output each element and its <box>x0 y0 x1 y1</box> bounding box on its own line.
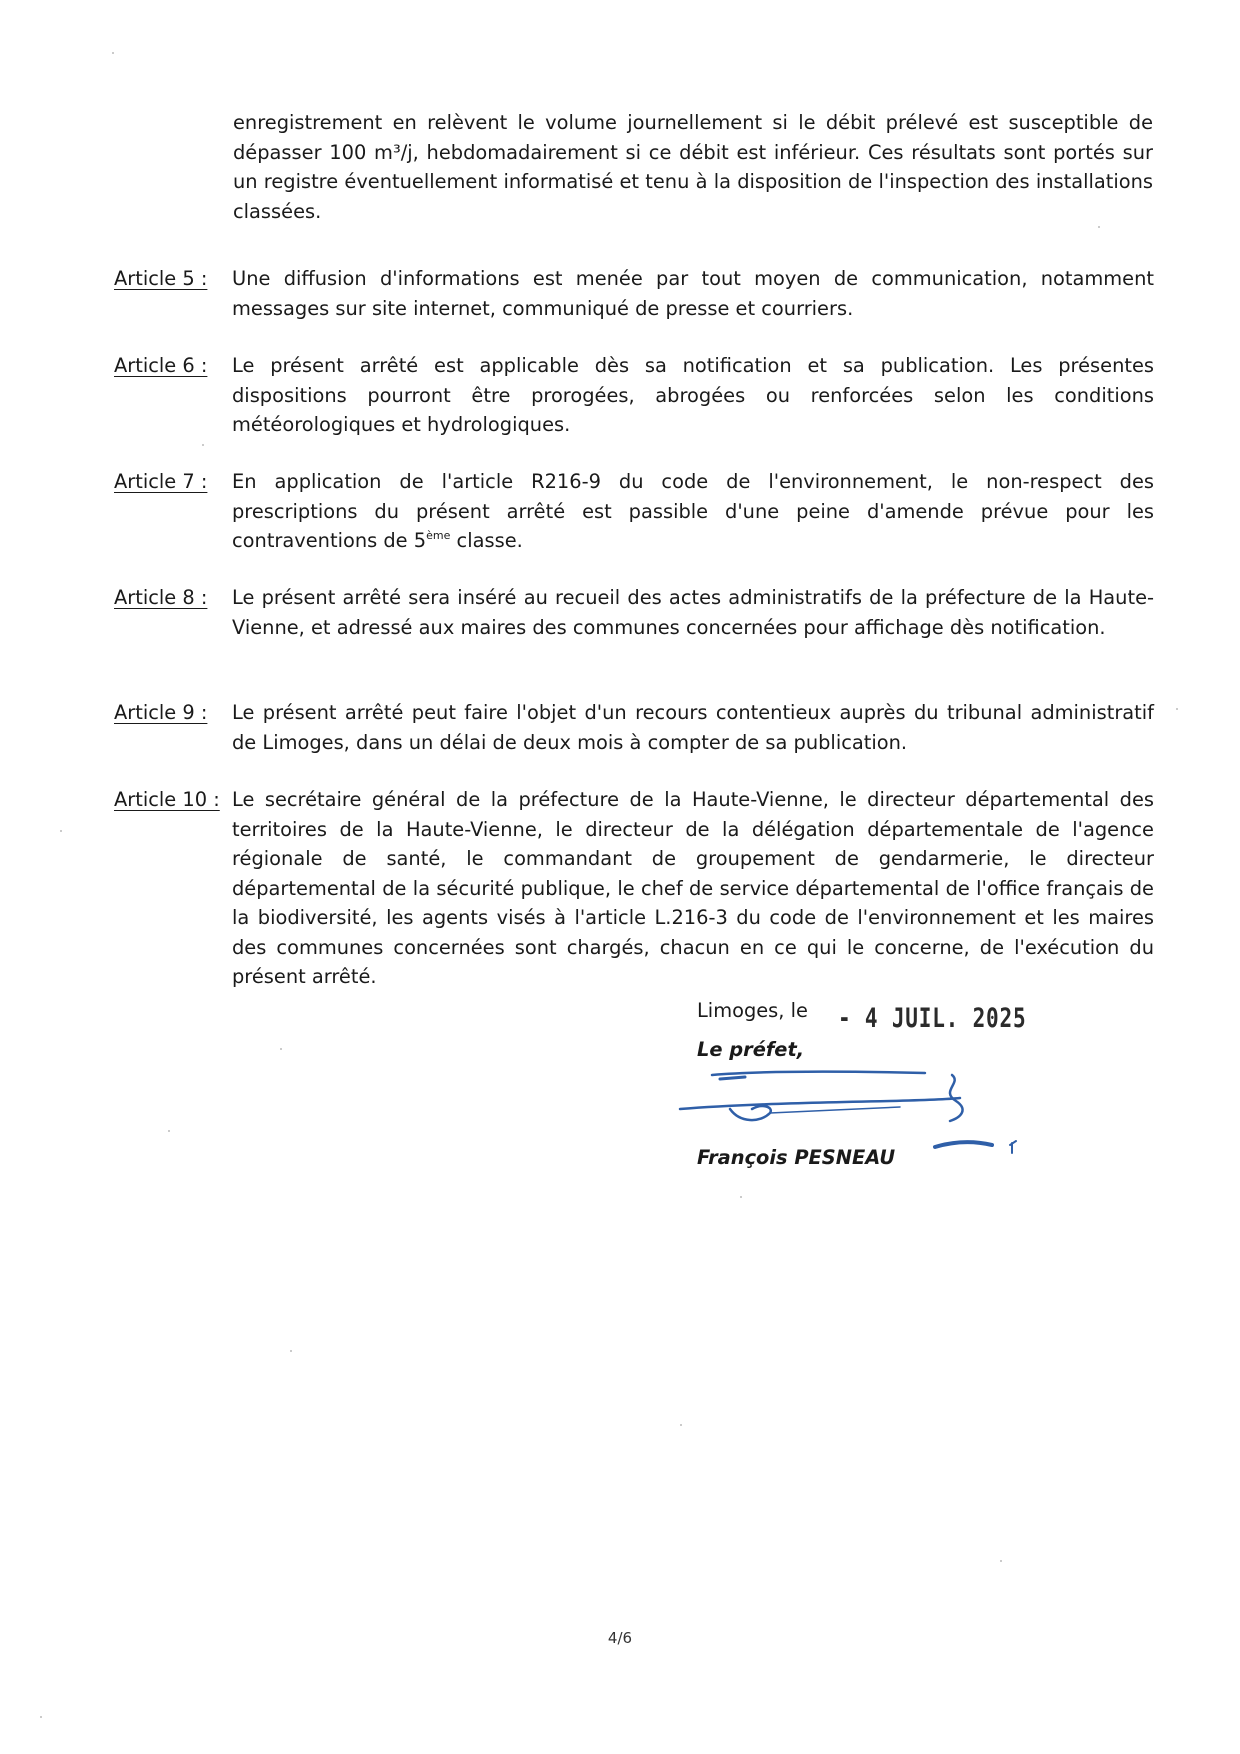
scan-speck <box>740 1196 742 1198</box>
scan-speck <box>1000 1560 1002 1562</box>
intro-paragraph: enregistrement en relèvent le volume journellement si le débit prélevé est susceptible de dépasser 100 m³/j, hebdomadairement si ce débit est inférieur. Ces résultats sont portés sur un registre éventuellement informatisé et tenu à la disposition de l'inspection des installations classées. <box>233 111 1153 223</box>
article-6 <box>114 351 1154 440</box>
scan-speck <box>112 52 114 54</box>
article-text <box>232 467 1154 556</box>
article-10 <box>114 785 1154 992</box>
article-text: Le présent arrêté sera inséré au recueil des actes administratifs de la préfecture de la Haute-Vienne, et adressé aux maires des communes concernées pour affichage dès notification. <box>232 586 1154 639</box>
scan-speck <box>1098 226 1100 228</box>
scan-speck <box>40 1716 42 1718</box>
article-8 <box>114 583 1154 642</box>
article-text: Le secrétaire général de la préfecture de la Haute-Vienne, le directeur départemental des territoires de la Haute-Vienne, le directeur de la délégation départementale de l'agence régionale de santé, le commandant de groupement de gendarmerie, le directeur départemental de la sécurité publique, le chef de service départemental de l'office français de la biodiversité, les agents visés à l'article L.216-3 du code de l'environnement et les maires des communes concernées sont chargés, chacun en ce qui le concerne, de l'exécution du présent arrêté. <box>232 788 1154 988</box>
article-5 <box>114 264 1154 323</box>
article-text: Le présent arrêté est applicable dès sa notification et sa publication. Les présentes dispositions pourront être prorogées, abrogées ou renforcées selon les conditions météorologiques et hydrologiques. <box>232 354 1154 436</box>
scan-speck <box>1176 708 1178 710</box>
article-label: Article 8 : <box>114 586 208 609</box>
scan-speck <box>202 444 204 446</box>
page-number: 4/6 <box>607 1629 633 1647</box>
article-9 <box>114 698 1154 757</box>
scan-speck <box>168 1130 170 1132</box>
article-text: Une diffusion d'informations est menée par tout moyen de communication, notamment messages sur site internet, communiqué de presse et courriers. <box>232 267 1154 320</box>
article-text-before: En application de l'article R216-9 du code de l'environnement, le non-respect des prescriptions du présent arrêté est passible d'une peine d'amende prévue pour les contraventions de 5 <box>232 470 1154 552</box>
article-label: Article 9 : <box>114 701 208 724</box>
scan-speck <box>280 1048 282 1050</box>
article-7 <box>114 467 1154 556</box>
handwritten-signature <box>670 1065 1030 1155</box>
date-stamp: - 4 JUIL. 2025 <box>838 1003 1027 1034</box>
article-text-after: classe. <box>450 529 523 552</box>
scan-speck <box>680 1424 682 1426</box>
scan-speck <box>60 830 62 832</box>
article-label: Article 7 : <box>114 470 208 493</box>
superscript: ème <box>426 529 451 542</box>
article-label: Article 10 : <box>114 788 220 811</box>
signer-title: Le préfet, <box>697 1038 805 1061</box>
signer-name: François PESNEAU <box>697 1146 896 1169</box>
signature-place: Limoges, le <box>697 999 808 1022</box>
article-text: Le présent arrêté peut faire l'objet d'un recours contentieux auprès du tribunal administratif de Limoges, dans un délai de deux mois à compter de sa publication. <box>232 701 1154 754</box>
scan-speck <box>290 1350 292 1352</box>
article-label: Article 5 : <box>114 267 208 290</box>
article-label: Article 6 : <box>114 354 208 377</box>
